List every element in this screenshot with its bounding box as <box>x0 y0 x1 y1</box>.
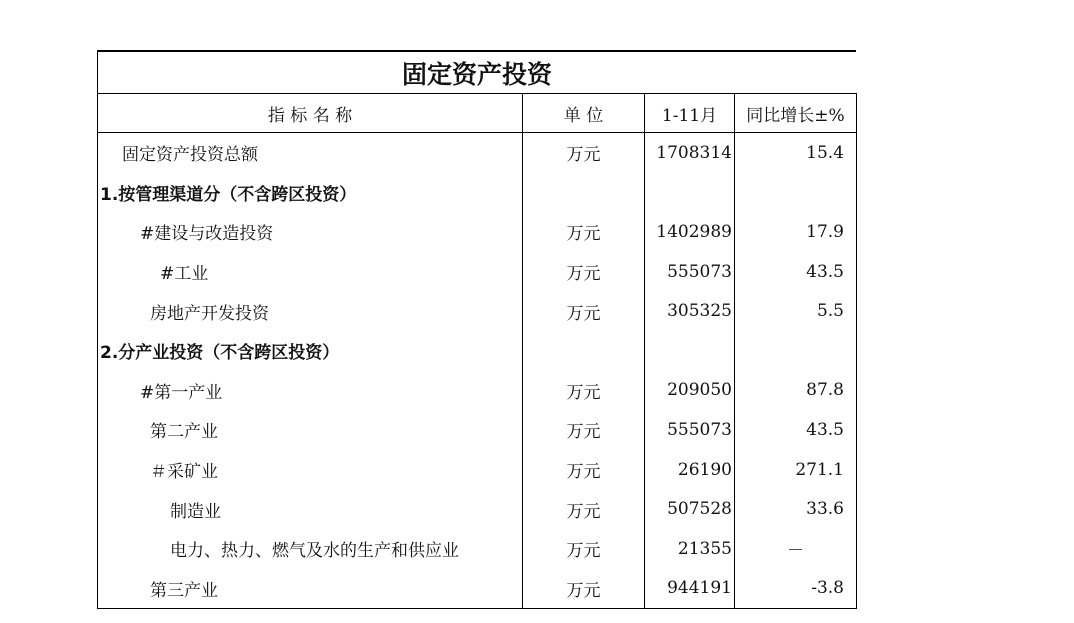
row-name: ＃采矿业 <box>98 450 523 490</box>
row-unit: 万元 <box>523 410 645 450</box>
row-value: 21355 <box>645 529 735 569</box>
header-indicator-name: 指 标 名 称 <box>98 94 523 133</box>
row-unit: 万元 <box>523 371 645 411</box>
row-unit <box>523 331 645 371</box>
row-unit: 万元 <box>523 489 645 529</box>
section-heading: 1.按管理渠道分（不含跨区投资） <box>98 173 523 213</box>
header-period: 1-11月 <box>645 94 735 133</box>
row-value: 209050 <box>645 371 735 411</box>
table-row <box>98 371 857 411</box>
row-growth: 43.5 <box>735 410 857 450</box>
row-growth: 87.8 <box>735 371 857 411</box>
row-value: 1708314 <box>645 133 735 173</box>
row-growth: － <box>735 529 857 569</box>
row-value <box>645 173 735 213</box>
row-value: 1402989 <box>645 212 735 252</box>
row-value: 26190 <box>645 450 735 490</box>
row-value: 944191 <box>645 569 735 609</box>
row-name: 电力、热力、燃气及水的生产和供应业 <box>98 529 523 569</box>
row-name: 第二产业 <box>98 410 523 450</box>
table-row <box>98 212 857 252</box>
row-name: 制造业 <box>98 489 523 529</box>
row-name: 第三产业 <box>98 569 523 609</box>
row-value: 507528 <box>645 489 735 529</box>
row-unit: 万元 <box>523 212 645 252</box>
row-unit <box>523 173 645 213</box>
spreadsheet <box>97 50 856 609</box>
row-unit: 万元 <box>523 450 645 490</box>
row-value <box>645 331 735 371</box>
row-growth <box>735 331 857 371</box>
table-row <box>98 569 857 609</box>
row-growth <box>735 173 857 213</box>
row-growth: 43.5 <box>735 252 857 292</box>
row-unit: 万元 <box>523 291 645 331</box>
row-unit: 万元 <box>523 529 645 569</box>
row-growth: -3.8 <box>735 569 857 609</box>
row-growth: 271.1 <box>735 450 857 490</box>
row-growth: 5.5 <box>735 291 857 331</box>
row-unit: 万元 <box>523 133 645 173</box>
table-row <box>98 410 857 450</box>
table-row <box>98 252 857 292</box>
row-name: #第一产业 <box>98 371 523 411</box>
header-unit: 单 位 <box>523 94 645 133</box>
table-title: 固定资产投资 <box>97 50 856 93</box>
table-row <box>98 133 857 173</box>
row-growth: 17.9 <box>735 212 857 252</box>
section-heading: 2.分产业投资（不含跨区投资） <box>98 331 523 371</box>
row-name: 固定资产投资总额 <box>98 133 523 173</box>
row-name: 房地产开发投资 <box>98 291 523 331</box>
table-row <box>98 173 857 213</box>
row-growth: 15.4 <box>735 133 857 173</box>
header-row <box>98 94 857 133</box>
row-name: #建设与改造投资 <box>98 212 523 252</box>
row-growth: 33.6 <box>735 489 857 529</box>
header-growth: 同比增长±% <box>735 94 857 133</box>
table-row <box>98 450 857 490</box>
table-row <box>98 529 857 569</box>
row-unit: 万元 <box>523 569 645 609</box>
row-name: #工业 <box>98 252 523 292</box>
row-unit: 万元 <box>523 252 645 292</box>
row-value: 555073 <box>645 410 735 450</box>
table-row <box>98 489 857 529</box>
row-value: 305325 <box>645 291 735 331</box>
table-row <box>98 331 857 371</box>
row-value: 555073 <box>645 252 735 292</box>
table-row <box>98 291 857 331</box>
investment-table <box>97 93 857 609</box>
